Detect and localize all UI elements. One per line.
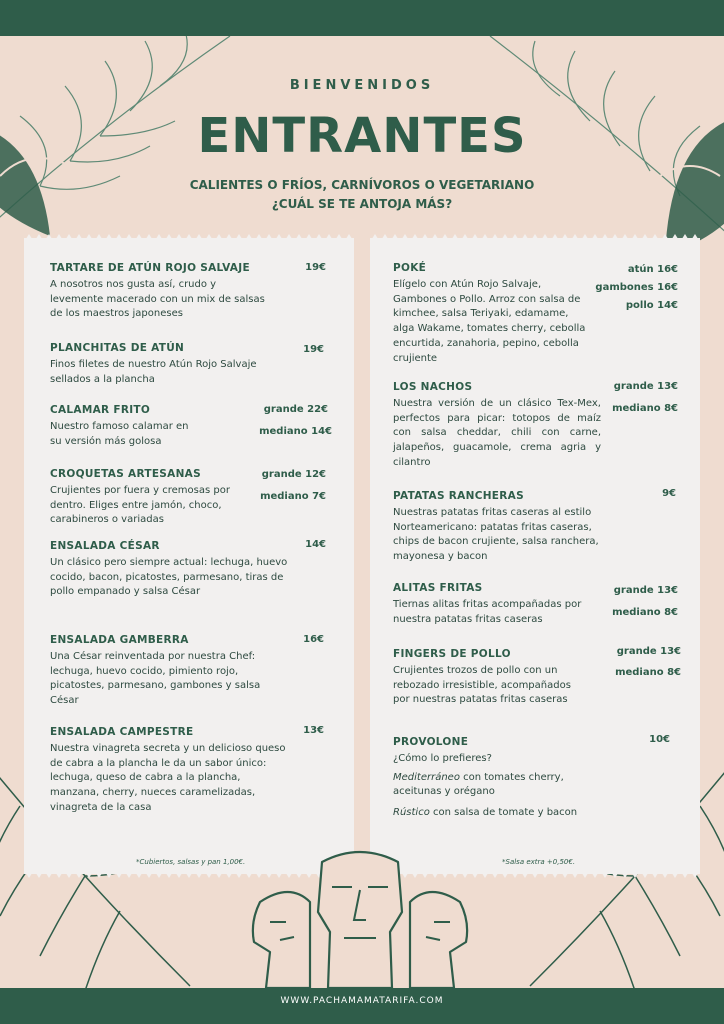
menu-item (50, 634, 290, 709)
item-price: 13€ (303, 725, 324, 736)
item-name: ALITAS FRITAS (393, 582, 483, 594)
item-price: 10€ (649, 734, 670, 745)
page-title: ENTRANTES (197, 108, 527, 164)
option-text: con salsa de tomate y bacon (429, 807, 578, 819)
card-edge (24, 234, 354, 242)
subtitle-line-1: CALIENTES O FRÍOS, CARNÍVOROS O VEGETARIANO (189, 178, 535, 192)
item-price: mediano 7€ (260, 491, 326, 502)
item-description: Nuestro famoso calamar en su versión más golosa (50, 421, 189, 447)
item-price: grande 22€ (263, 404, 328, 415)
item-description: Nuestra versión de un clásico Tex-Mex, perfectos para picar: totopos de maíz con salsa cheddar, chili con carne, jalapeños, guacamole, crema agria y cilantro (393, 398, 601, 468)
item-price: mediano 8€ (612, 607, 678, 618)
item-description: Una César reinventada por nuestra Chef: lechuga, huevo cocido, pimiento rojo, picatostes, parmesano, gambones y salsa César (50, 651, 261, 707)
top-bar (0, 0, 724, 36)
item-description: Finos filetes de nuestro Atún Rojo Salvaje sellados a la plancha (50, 359, 257, 385)
welcome-heading: BIENVENIDOS (289, 78, 435, 93)
item-description: Crujientes trozos de pollo con un rebozado irresistible, acompañados por nuestras patatas fritas caseras (393, 665, 571, 706)
item-price: grande 13€ (613, 585, 678, 596)
subtitle-line-2: ¿CUÁL SE TE ANTOJA MÁS? (271, 197, 453, 211)
menu-item (50, 342, 270, 387)
bottom-bar (0, 988, 724, 1024)
item-price: 19€ (303, 344, 324, 355)
menu-item (393, 490, 613, 565)
item-price: 16€ (303, 634, 324, 645)
item-description: Nuestra vinagreta secreta y un delicioso queso de cabra a la plancha le da un sabor único: lechuga, queso de cabra a la plancha, manzana, cherry, nueces caramelizadas, vinagreta de la casa (50, 743, 286, 813)
item-description: A nosotros nos gusta así, crudo y levemente macerado con un mix de salsas de los maestros japoneses (50, 279, 265, 320)
item-description: Un clásico pero siempre actual: lechuga, huevo cocido, bacon, picatostes, parmesano, tiras de pollo empanado y salsa César (50, 557, 288, 598)
option-text: con tomates cherry, aceitunas y orégano (393, 771, 564, 798)
provolone-option-rustico (393, 806, 613, 821)
menu-item (393, 736, 613, 821)
menu-item (50, 726, 290, 816)
menu-card-right (370, 238, 700, 874)
item-price: gambones 16€ (595, 282, 678, 293)
item-price: 14€ (305, 539, 326, 550)
menu-item (50, 540, 290, 600)
item-description: Tiernas alitas fritas acompañadas por nuestra patatas fritas caseras (393, 599, 582, 625)
page-subtitle (0, 176, 724, 214)
website-url[interactable]: WWW.PACHAMAMATARIFA.COM (280, 996, 444, 1006)
item-price: 9€ (662, 488, 676, 499)
item-name: FINGERS DE POLLO (393, 648, 511, 660)
item-name: CROQUETAS ARTESANAS (50, 468, 201, 480)
item-description: Elígelo con Atún Rojo Salvaje, Gambones o Pollo. Arroz con salsa de kimchee, salsa Teriyaki, edamame, alga Wakame, tomates cherry, cebolla encurtida, zanahoria, pepino, cebolla crujiente (393, 279, 586, 364)
item-price: 19€ (305, 262, 326, 273)
menu-card-left (24, 238, 354, 874)
item-price: pollo 14€ (625, 300, 678, 311)
item-name: TARTARE DE ATÚN ROJO SALVAJE (50, 262, 250, 274)
provolone-option-mediterraneo (393, 771, 613, 800)
item-price: grande 13€ (616, 646, 681, 657)
menu-item (50, 404, 200, 449)
item-description: Nuestras patatas fritas caseras al estilo Norteamericano: patatas fritas caseras, chips de bacon crujiente, salsa ranchera, mayonesa y bacon (393, 507, 599, 563)
footnote: *Cubiertos, salsas y pan 1,00€. (136, 858, 246, 866)
item-name: CALAMAR FRITO (50, 404, 151, 416)
item-price: mediano 8€ (612, 403, 678, 414)
item-name: ENSALADA GAMBERRA (50, 634, 189, 646)
menu-item (393, 582, 603, 627)
item-description: Crujientes por fuera y cremosas por dentro. Eliges entre jamón, choco, carabineros o variadas (50, 485, 230, 526)
item-price: mediano 14€ (259, 426, 332, 437)
item-price: mediano 8€ (615, 667, 681, 678)
menu-item (393, 648, 573, 708)
footnote: *Salsa extra +0,50€. (502, 858, 576, 866)
item-name: ENSALADA CÉSAR (50, 540, 160, 552)
card-edge (370, 234, 700, 242)
item-name: PATATAS RANCHERAS (393, 490, 524, 502)
option-label: Rústico (393, 807, 430, 819)
menu-item (393, 262, 588, 366)
item-name: POKÉ (393, 262, 427, 274)
item-price: grande 13€ (613, 381, 678, 392)
item-name: PLANCHITAS DE ATÚN (50, 342, 185, 354)
item-price: grande 12€ (261, 469, 326, 480)
menu-item (393, 381, 601, 471)
item-price: atún 16€ (627, 264, 678, 275)
item-name: ENSALADA CAMPESTRE (50, 726, 194, 738)
item-description: ¿Cómo lo prefieres? (393, 753, 492, 764)
moai-statues-icon (240, 842, 480, 988)
item-name: PROVOLONE (393, 736, 469, 748)
option-label: Mediterráneo (393, 771, 460, 783)
item-name: LOS NACHOS (393, 381, 473, 393)
menu-item (50, 468, 230, 528)
menu-item (50, 262, 270, 322)
